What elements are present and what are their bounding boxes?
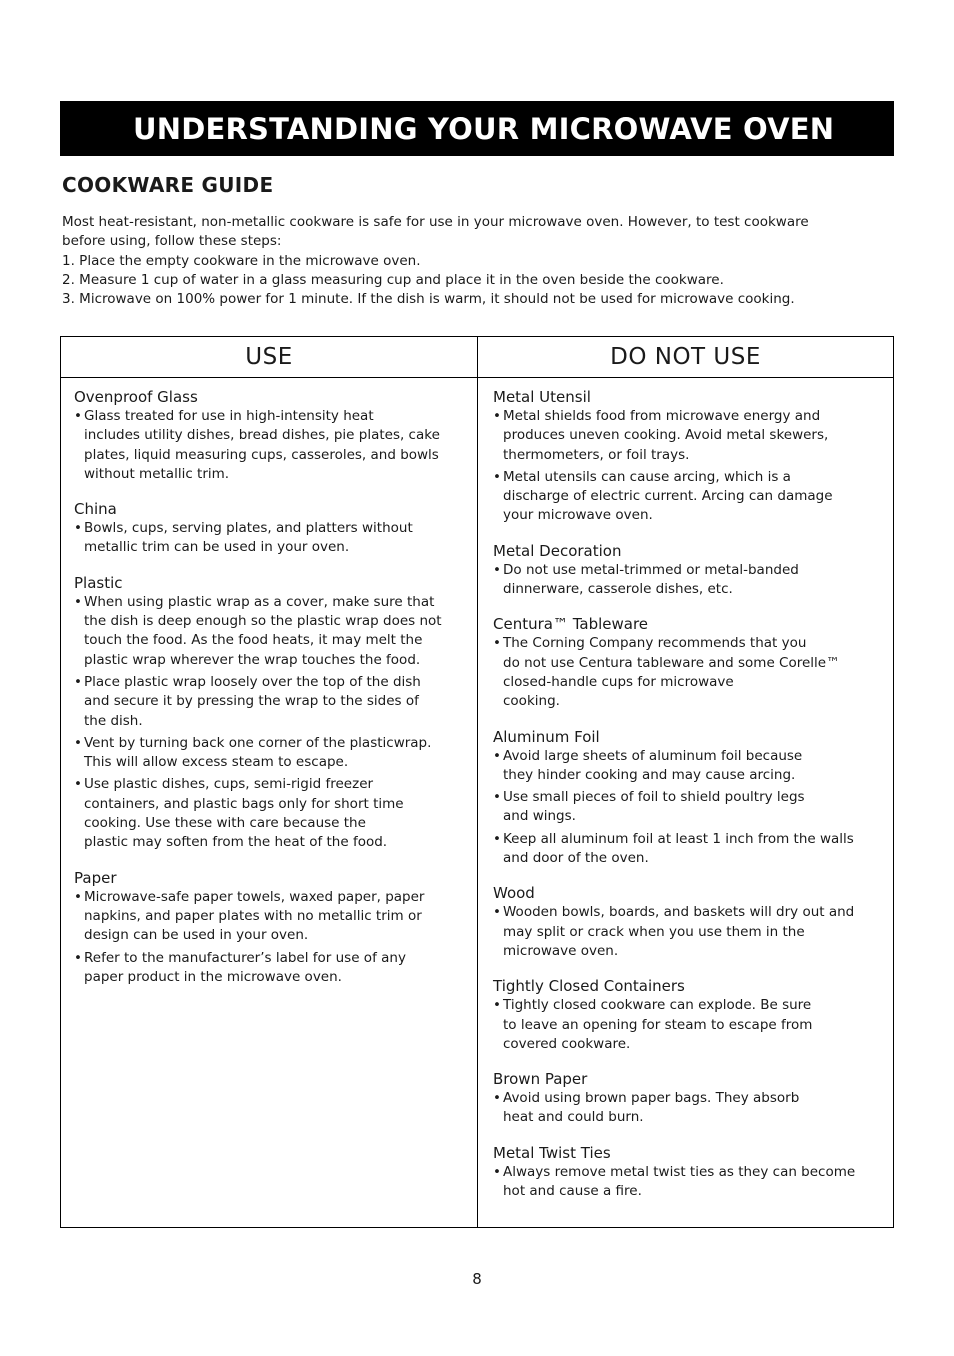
bullet-line: cooking. — [503, 693, 560, 710]
cookware-entry — [493, 541, 879, 600]
entry-bullet — [493, 788, 879, 827]
entry-bullet — [493, 1089, 879, 1128]
do-not-use-column-header: DO NOT USE — [610, 344, 761, 370]
cookware-entry — [493, 1069, 879, 1128]
entry-bullet — [493, 903, 879, 961]
bullet-line: • Vent by turning back one corner of the plasticwrap. — [84, 734, 432, 751]
cookware-entry — [74, 499, 470, 558]
bullet-line: closed-handle cups for microwave — [503, 673, 734, 690]
intro-step-1: 1. Place the empty cookware in the microwave oven. — [62, 252, 421, 269]
bullet-line: containers, and plastic bags only for short time — [84, 795, 404, 812]
bullet-line: • Metal shields food from microwave energy and — [503, 408, 821, 424]
bullet-line: hot and cause a fire. — [503, 1183, 642, 1200]
page-title: UNDERSTANDING YOUR MICROWAVE OVEN — [133, 111, 835, 146]
entry-bullet — [74, 775, 470, 852]
bullet-line: your microwave oven. — [503, 507, 653, 524]
entry-bullet — [493, 747, 879, 786]
entry-bullet — [493, 1163, 879, 1202]
entry-bullet — [493, 468, 879, 526]
bullet-line: • Keep all aluminum foil at least 1 inch from the walls — [503, 830, 854, 847]
entry-bullet — [74, 888, 470, 946]
bullet-line: design can be used in your oven. — [84, 927, 309, 944]
bullet-line: • Tightly closed cookware can explode. Be sure — [503, 997, 812, 1014]
entry-bullet — [493, 634, 879, 711]
entry-heading: Centura™ Tableware — [493, 615, 649, 634]
bullet-line: plates, liquid measuring cups, casseroles, and bowls — [84, 446, 439, 463]
cookware-entry — [493, 387, 879, 526]
entry-bullet — [493, 561, 879, 600]
bullet-line: • Bowls, cups, serving plates, and platters without — [84, 520, 413, 537]
page-title-bar — [60, 101, 894, 156]
entry-bullet — [74, 949, 470, 988]
bullet-line: • Microwave-safe paper towels, waxed paper, paper — [84, 888, 425, 905]
bullet-line: includes utility dishes, bread dishes, pie plates, cake — [84, 427, 440, 444]
bullet-line: to leave an opening for steam to escape from — [503, 1016, 813, 1033]
bullet-line: • Do not use metal-trimmed or metal-banded — [503, 561, 799, 578]
bullet-line: and wings. — [503, 808, 576, 825]
do-not-use-column — [493, 387, 879, 1216]
entry-heading: China — [74, 500, 117, 519]
entry-bullet — [493, 996, 879, 1054]
bullet-line: This will allow excess steam to escape. — [84, 754, 349, 771]
use-column-header: USE — [245, 344, 293, 370]
bullet-line: discharge of electric current. Arcing can damage — [503, 488, 833, 505]
bullet-line: paper product in the microwave oven. — [84, 968, 342, 985]
entry-bullet — [74, 673, 470, 731]
bullet-line: touch the food. As the food heats, it may melt the — [84, 632, 423, 649]
bullet-line: covered cookware. — [503, 1035, 631, 1052]
entry-heading: Metal Decoration — [493, 541, 622, 560]
bullet-line: • Refer to the manufacturer’s label for use of any — [84, 949, 406, 966]
cookware-entry — [493, 883, 879, 961]
entry-heading: Metal Twist Ties — [493, 1143, 611, 1162]
bullet-line: thermometers, or foil trays. — [503, 446, 690, 463]
entry-heading: Aluminum Foil — [493, 727, 600, 746]
use-column — [74, 387, 470, 1002]
bullet-line: produces uneven cooking. Avoid metal skewers, — [503, 427, 829, 444]
bullet-line: heat and could burn. — [503, 1109, 644, 1126]
cookware-entry — [74, 387, 470, 484]
bullet-line: • Wooden bowls, boards, and baskets will dry out and — [503, 904, 855, 921]
entry-heading: Tightly Closed Containers — [493, 977, 685, 996]
entry-heading: Wood — [493, 884, 535, 903]
bullet-line: cooking. Use these with care because the — [84, 815, 366, 832]
entry-bullet — [74, 734, 470, 773]
intro-step-2: 2. Measure 1 cup of water in a glass measuring cup and place it in the oven beside the cookware. — [62, 271, 724, 288]
entry-heading: Ovenproof Glass — [74, 388, 198, 406]
entry-bullet — [74, 593, 470, 670]
cookware-entry — [74, 573, 470, 853]
bullet-line: • Use plastic dishes, cups, semi-rigid freezer — [84, 776, 374, 793]
bullet-line: do not use Centura tableware and some Corelle™ — [503, 654, 840, 671]
bullet-line: napkins, and paper plates with no metallic trim or — [84, 907, 422, 924]
section-title: COOKWARE GUIDE — [62, 173, 274, 197]
intro-line: before using, follow these steps: — [62, 233, 282, 250]
bullet-line: plastic wrap wherever the wrap touches the food. — [84, 651, 421, 668]
entry-heading: Brown Paper — [493, 1070, 588, 1089]
bullet-line: • When using plastic wrap as a cover, make sure that — [84, 593, 435, 610]
bullet-line: • Avoid using brown paper bags. They absorb — [503, 1090, 800, 1107]
entry-heading: Plastic — [74, 573, 123, 592]
cookware-table — [60, 336, 894, 1228]
bullet-line: may split or crack when you use them in the — [503, 923, 805, 940]
bullet-line: dinnerware, casserole dishes, etc. — [503, 581, 733, 598]
intro-step-3: 3. Microwave on 100% power for 1 minute. If the dish is warm, it should not be used for microwave cooking. — [62, 291, 795, 308]
bullet-line: microwave oven. — [503, 942, 619, 959]
bullet-line: without metallic trim. — [84, 465, 230, 482]
entry-heading: Metal Utensil — [493, 388, 591, 406]
intro-line: Most heat-resistant, non-metallic cookware is safe for use in your microwave oven. However, to test cookware — [62, 214, 809, 230]
bullet-line: and secure it by pressing the wrap to the sides of — [84, 693, 419, 710]
entry-bullet — [74, 519, 470, 558]
bullet-line: • Place plastic wrap loosely over the top of the dish — [84, 673, 421, 690]
bullet-line: they hinder cooking and may cause arcing. — [503, 766, 796, 783]
bullet-line: the dish is deep enough so the plastic wrap does not — [84, 613, 442, 630]
bullet-line: • The Corning Company recommends that you — [503, 635, 807, 652]
cookware-entry — [493, 1143, 879, 1202]
cookware-entry — [74, 868, 470, 987]
bullet-line: • Always remove metal twist ties as they can become — [503, 1163, 856, 1180]
cookware-entry — [493, 614, 879, 711]
bullet-line: the dish. — [84, 712, 143, 729]
bullet-line: • Use small pieces of foil to shield poultry legs — [503, 789, 805, 806]
entry-heading: Paper — [74, 868, 117, 887]
entry-bullet — [74, 407, 470, 484]
column-divider — [477, 337, 478, 1227]
cookware-entry — [493, 976, 879, 1054]
bullet-line: metallic trim can be used in your oven. — [84, 539, 350, 556]
bullet-line: • Glass treated for use in high-intensity heat — [84, 408, 374, 424]
cookware-entry — [493, 727, 879, 869]
bullet-line: • Metal utensils can cause arcing, which is a — [503, 468, 791, 485]
entry-bullet — [493, 407, 879, 465]
bullet-line: • Avoid large sheets of aluminum foil because — [503, 747, 803, 764]
bullet-line: and door of the oven. — [503, 850, 649, 867]
intro-text — [62, 213, 892, 309]
bullet-line: plastic may soften from the heat of the food. — [84, 834, 388, 851]
page-number: 8 — [472, 1270, 482, 1288]
entry-bullet — [493, 830, 879, 869]
